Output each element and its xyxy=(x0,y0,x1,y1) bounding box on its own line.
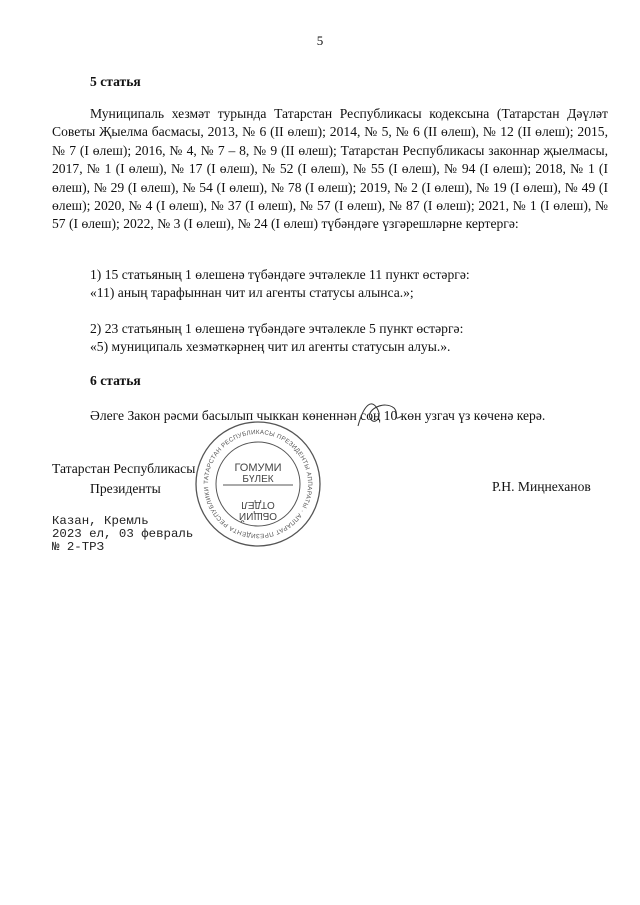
signatory-name: Р.Н. Миңнеханов xyxy=(492,479,591,494)
stamp-line-3: ОТДЕЛ xyxy=(241,499,275,510)
signature-block-title xyxy=(52,459,195,499)
stamp-ring-text: ТАТАРСТАН РЕСПУБЛИКАСЫ ПРЕЗИДЕНТЫ АППАРАТЫ · АППАРАТ ПРЕЗИДЕНТА РЕСПУБЛИКИ xyxy=(202,428,314,540)
stamp-line-1: ГОМУМИ xyxy=(234,462,282,474)
signature-title-line-1: Татарстан Республикасы xyxy=(52,461,196,476)
article-5-heading: 5 статья xyxy=(90,74,141,89)
article-5-item-1-line-1: 1) 15 статьяның 1 өлешенә түбәндәге эчтәлекле 11 пункт өстәргә: xyxy=(90,267,470,282)
stamp-line-4: ОБЩИЙ xyxy=(238,510,278,521)
page-number: 5 xyxy=(316,33,324,48)
article-6-text: Әлеге Закон рәсми басылып чыккан көненнән соң 10 көн узгач үз көченә керә. xyxy=(90,408,546,423)
article-5-item-2-line-2: «5) муниципаль хезмәткәрнең чит ил агенты статусын алуы.». xyxy=(90,339,451,354)
article-6-heading: 6 статья xyxy=(90,373,141,388)
law-number-text: № 2-ТРЗ xyxy=(52,540,105,554)
date-text: 2023 ел, 03 февраль xyxy=(52,527,194,541)
place-date-block xyxy=(52,515,193,554)
place-text: Казан, Кремль xyxy=(52,514,149,528)
handwritten-signature xyxy=(354,396,406,430)
article-5-item-1-line-2: «11) аның тарафыннан чит ил агенты статусы алынса.»; xyxy=(90,285,414,300)
article-5-item-2-line-1: 2) 23 статьяның 1 өлешенә түбәндәге эчтәлекле 5 пункт өстәргә: xyxy=(90,321,464,336)
signature-title-line-2: Президенты xyxy=(90,481,161,496)
article-5-intro-paragraph: Муниципаль хезмәт турында Татарстан Республикасы кодексына (Татарстан Дәүләт Советы Җыелма басмасы, 2013, № 6 (II өлеш); 2014, № 5, № 6 (II өлеш), № 12 (II өлеш); 2015, № 7 (I өлеш); 2016, № 4, № 7 – 8, № 9 (II өлеш); Татарстан Республикасы законнар җыелмасы, 2017, № 1 (I өлеш), № 17 (I өлеш), № 52 (I өлеш), № 55 (I өлеш), № 94 (I өлеш); 2018, № 1 (I өлеш), № 29 (I өлеш), № 54 (I өлеш), № 78 (I өлеш); 2019, № 2 (I өлеш), № 19 (I өлеш), № 49 (I өлеш); 2020, № 4 (I өлеш), № 37 (I өлеш), № 57 (I өлеш), № 87 (I өлеш); 2021, № 1 (I өлеш), № 57 (I өлеш); 2022, № 3 (I өлеш), № 24 (I өлеш) түбәндәге үзгәрешләрне кертергә: xyxy=(52,106,608,232)
stamp-line-2: БҮЛЕК xyxy=(242,474,274,485)
official-stamp xyxy=(193,419,323,549)
